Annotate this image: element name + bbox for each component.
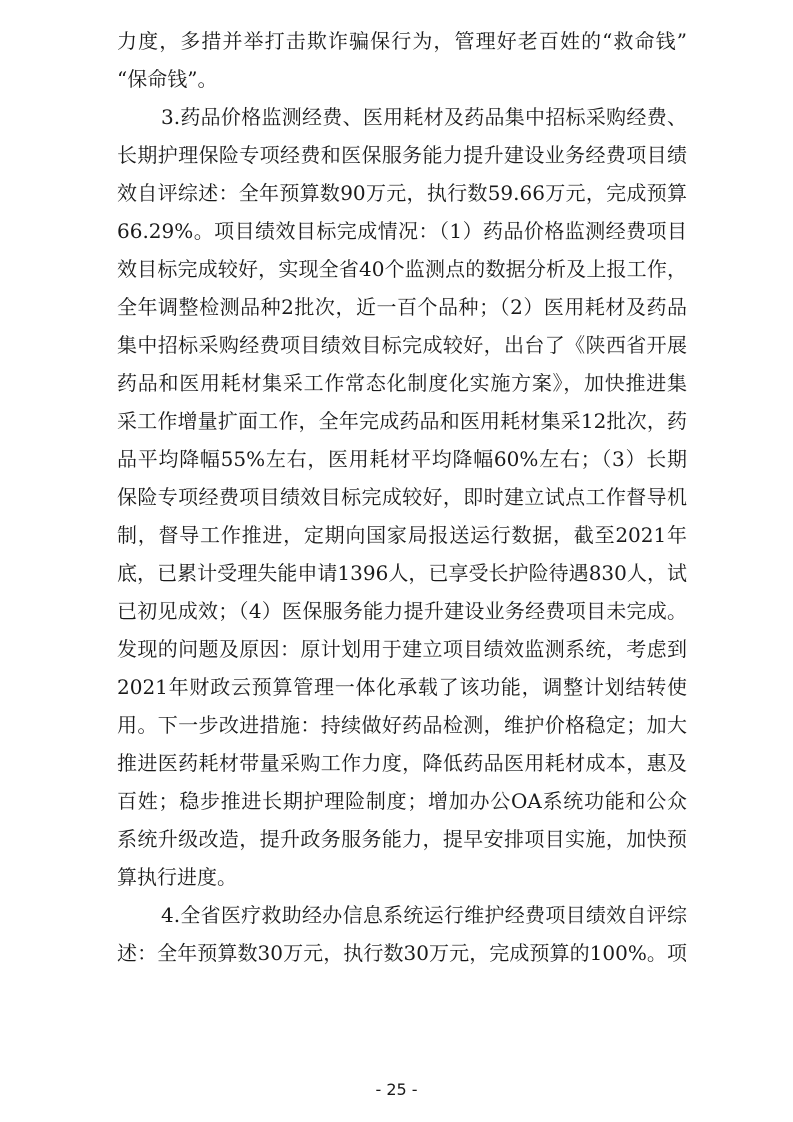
text-line: 66.29%。项目绩效目标完成情况：（1）药品价格监测经费项目 — [117, 219, 687, 243]
body-text — [117, 22, 687, 972]
text-line: 推进医药耗材带量采购工作力度，降低药品医用耗材成本，惠及 — [117, 751, 687, 775]
text-line: 保险专项经费项目绩效目标完成较好，即时建立试点工作督导机 — [117, 485, 687, 509]
text-line: 效目标完成较好，实现全省40个监测点的数据分析及上报工作， — [117, 257, 687, 281]
text-line: 力度，多措并举打击欺诈骗保行为，管理好老百姓的“救命钱” — [117, 29, 687, 53]
text-line: 制，督导工作推进，定期向国家局报送运行数据，截至2021年 — [117, 523, 687, 547]
text-line: 药品和医用耗材集采工作常态化制度化实施方案》，加快推进集 — [117, 371, 687, 395]
text-line: 底，已累计受理失能申请1396人，已享受长护险待遇830人，试 — [117, 561, 687, 585]
text-line: 百姓；稳步推进长期护理险制度；增加办公OA系统功能和公众 — [117, 789, 687, 813]
text-line: 效自评综述：全年预算数90万元，执行数59.66万元，完成预算 — [117, 181, 687, 205]
text-line: 述：全年预算数30万元，执行数30万元，完成预算的100%。项 — [117, 941, 687, 965]
text-line: 长期护理保险专项经费和医保服务能力提升建设业务经费项目绩 — [117, 143, 687, 167]
text-line: 集中招标采购经费项目绩效目标完成较好，出台了《陕西省开展 — [117, 333, 687, 357]
text-line: 品平均降幅55%左右，医用耗材平均降幅60%左右；（3）长期 — [117, 447, 687, 471]
text-line: 2021年财政云预算管理一体化承载了该功能，调整计划结转使 — [117, 675, 687, 699]
text-line-paragraph-start: 4.全省医疗救助经办信息系统运行维护经费项目绩效自评综 — [161, 903, 687, 927]
text-line: 全年调整检测品种2批次，近一百个品种；（2）医用耗材及药品 — [117, 295, 687, 319]
text-line: 发现的问题及原因：原计划用于建立项目绩效监测系统，考虑到 — [117, 637, 687, 661]
text-line: 系统升级改造，提升政务服务能力，提早安排项目实施，加快预 — [117, 827, 687, 851]
text-line: 采工作增量扩面工作，全年完成药品和医用耗材集采12批次，药 — [117, 409, 687, 433]
text-line: “保命钱”。 — [117, 67, 218, 91]
text-line: 用。下一步改进措施：持续做好药品检测，维护价格稳定；加大 — [117, 713, 687, 737]
text-line: 算执行进度。 — [117, 865, 237, 889]
text-line-paragraph-start: 3.药品价格监测经费、医用耗材及药品集中招标采购经费、 — [161, 105, 687, 129]
page-number: - 25 - — [375, 1080, 418, 1099]
text-line: 已初见成效；（4）医保服务能力提升建设业务经费项目未完成。 — [117, 599, 687, 623]
